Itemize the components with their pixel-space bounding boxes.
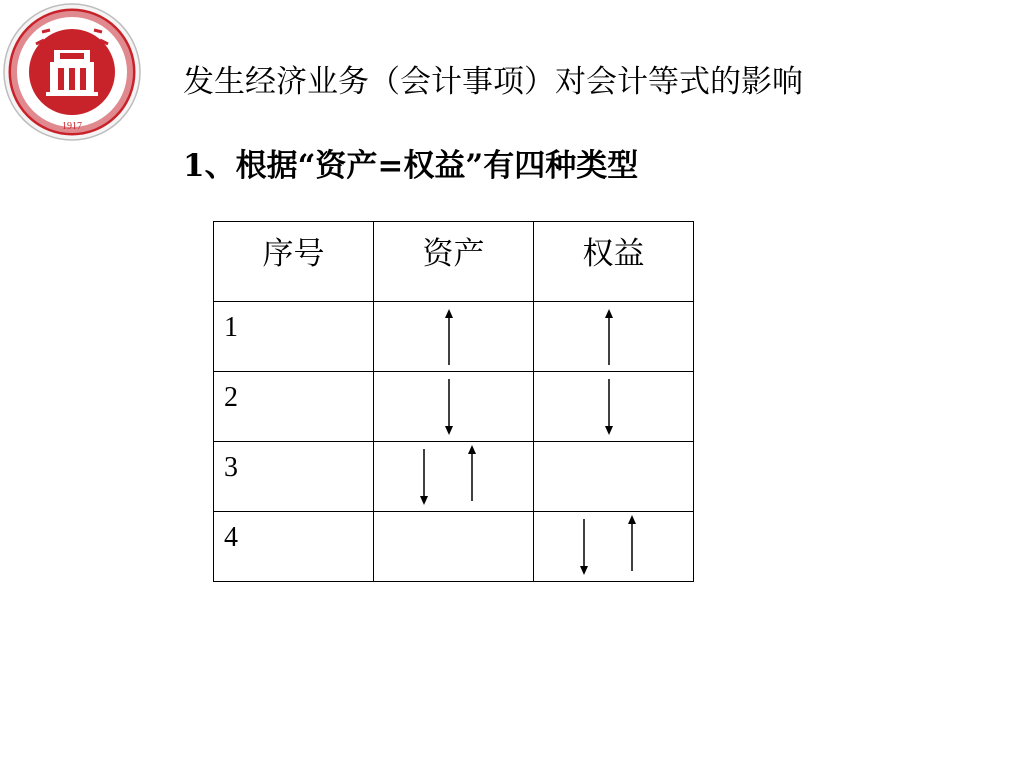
page-title: 发生经济业务（会计事项）对会计等式的影响: [183, 64, 803, 100]
assets-cell: [374, 442, 534, 512]
equity-cell: [534, 372, 694, 442]
university-seal-icon: [2, 2, 142, 142]
arrow-down-icon: [604, 379, 614, 435]
table-row: [214, 512, 694, 582]
table-row: [214, 442, 694, 512]
equation-types-table-wrap: [213, 221, 694, 582]
arrow-down-icon: [444, 379, 454, 435]
header-assets: 资产: [374, 222, 534, 302]
section-subtitle: 1、根据“资产=权益”有四种类型: [183, 148, 639, 184]
table-header-row: [214, 222, 694, 302]
equity-cell: [534, 512, 694, 582]
equity-cell: [534, 442, 694, 512]
assets-cell: [374, 512, 534, 582]
arrow-up-icon: [467, 445, 477, 501]
row-index-cell: [214, 302, 374, 372]
row-index-cell: [214, 512, 374, 582]
seal-year: 1917: [62, 121, 82, 132]
row-index-cell: [214, 442, 374, 512]
row-index: 2: [224, 382, 238, 413]
arrow-down-icon: [579, 519, 589, 575]
arrow-up-icon: [627, 515, 637, 571]
table-row: [214, 302, 694, 372]
row-index: 4: [224, 522, 238, 553]
arrow-up-icon: [604, 309, 614, 365]
arrow-up-icon: [444, 309, 454, 365]
equation-types-table: [213, 221, 694, 582]
header-equity: 权益: [534, 222, 694, 302]
table-row: [214, 372, 694, 442]
assets-cell: [374, 302, 534, 372]
header-index: 序号: [214, 222, 374, 302]
row-index: 3: [224, 452, 238, 483]
row-index-cell: [214, 372, 374, 442]
arrow-down-icon: [419, 449, 429, 505]
assets-cell: [374, 372, 534, 442]
row-index: 1: [224, 312, 238, 343]
equity-cell: [534, 302, 694, 372]
